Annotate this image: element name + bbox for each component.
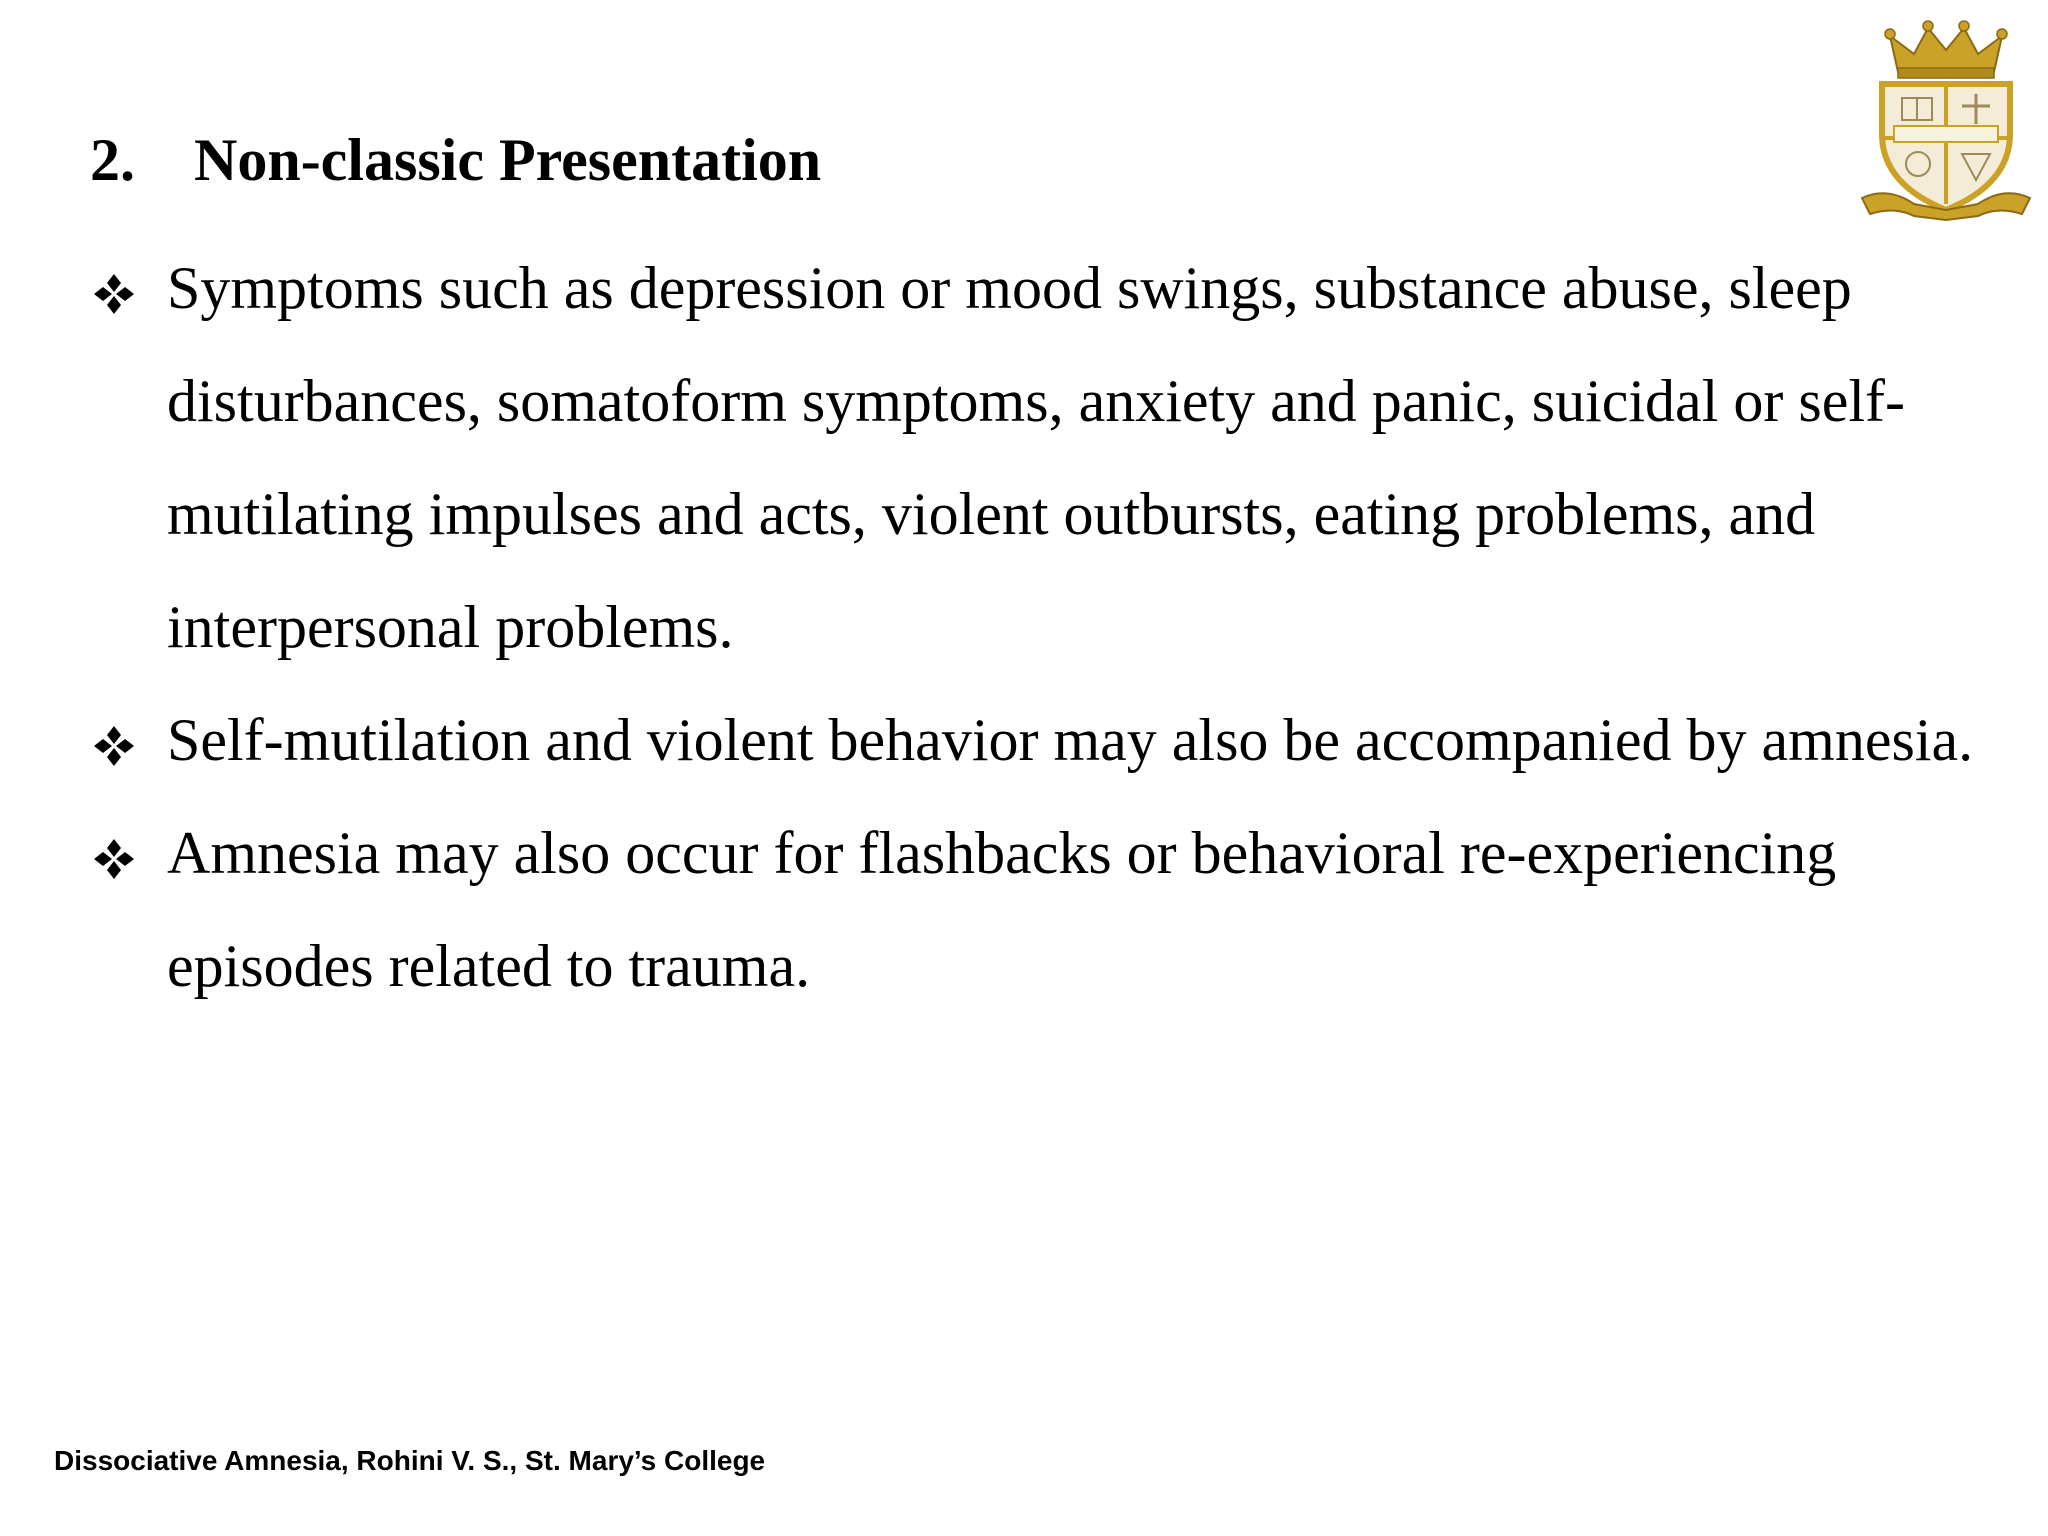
bullet-text: Self-mutilation and violent behavior may also be accompanied by amnesia. [167, 707, 1974, 773]
bullet-list [90, 232, 2040, 1023]
four-diamond-bullet-icon [92, 724, 136, 768]
slide-heading [90, 122, 821, 198]
bullet-item [90, 232, 2040, 684]
heading-number: 2. [90, 127, 135, 193]
bullet-text: Amnesia may also occur for flashbacks or behavioral re-experiencing episodes related to trauma. [167, 820, 1837, 999]
bullet-item [90, 684, 2040, 797]
four-diamond-bullet-icon [92, 272, 136, 316]
bullet-item [90, 797, 2040, 1023]
footer-text: Dissociative Amnesia, Rohini V. S., St. Mary’s College [54, 1445, 766, 1476]
heading-title: Non-classic Presentation [194, 127, 822, 193]
bullet-text: Symptoms such as depression or mood swings, substance abuse, sleep disturbances, somatoform symptoms, anxiety and panic, suicidal or self-mutilating impulses and acts, violent outbursts, eating problems, and interpersonal problems. [167, 255, 1905, 660]
four-diamond-bullet-icon [92, 837, 136, 881]
college-crest-icon [1858, 14, 2034, 222]
